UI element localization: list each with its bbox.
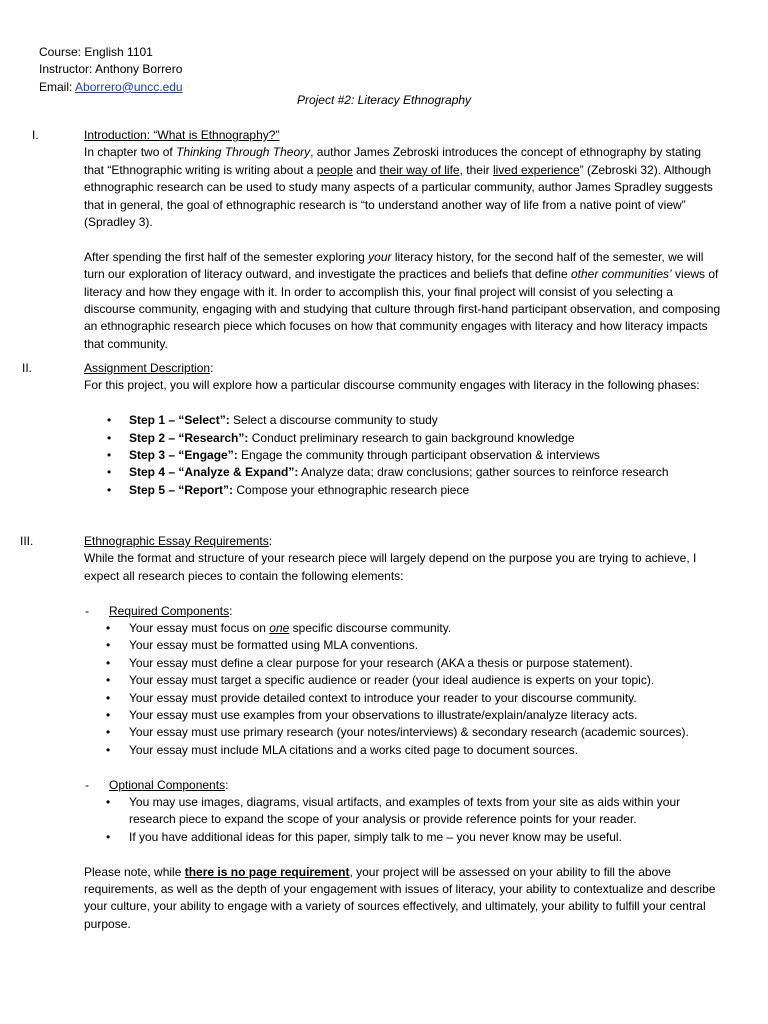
paragraph: In chapter two of Thinking Through Theory, author James Zebroski introduces the concept of ethnography by stating that “Ethnographic writing is writing about a people and their way of life, their lived experience” (Zebroski 32). Although ethnographic research can be used to study many aspects of a particular community, author James Spradley suggests that in general, the goal of ethnographic research is “to understand another way of life from a native point of view” (Spradley 3). [84,145,713,230]
optional-components-list [84,794,724,846]
steps-list [84,412,724,499]
list-item: • Your essay must use examples from your observations to illustrate/explain/analyze literacy acts. [84,707,724,724]
list-item: • Your essay must define a clear purpose for your research (AKA a thesis or purpose statement). [84,655,724,672]
course-line: Course: English 1101 [39,45,153,59]
closing-paragraph: Please note, while there is no page requirement, your project will be assessed on your ability to fill the above requirements, as well as the depth of your engagement with issues of literacy, your ability to contextualize and describe your culture, your ability to engage with a variety of sources effectively, and ultimately, your ability to fulfill your central purpose. [84,864,716,931]
list-item: • You may use images, diagrams, visual artifacts, and examples of texts from your site as aids within your research piece to expand the scope of your analysis or provide reference points for your reader. [84,794,724,829]
section-heading: Introduction: “What is Ethnography?” [84,128,280,142]
required-components-list [84,620,724,759]
list-item: • Your essay must target a specific audience or reader (your ideal audience is experts on your topic). [84,672,724,689]
optional-components-label: - Optional Components: [85,777,229,792]
section-numeral: III. [20,534,34,548]
list-item: • Step 2 – “Research”: Conduct preliminary research to gain background knowledge [84,430,724,447]
section-heading: Ethnographic Essay Requirements: [84,534,273,548]
paragraph: After spending the first half of the semester exploring your literacy history, for the second half of the semester, we will turn our exploration of literacy outward, and investigate the practices and beliefs that define other communities’ views of literacy and how they engage with it. In order to accomplish this, your final project will consist of you selecting a discourse community, engaging with and studying that culture through first-hand participant observation, and composing an ethnographic research piece which focuses on how that community engages with literacy and how literacy impacts that community. [84,249,721,351]
list-item: • Your essay must include MLA citations and a works cited page to document sources. [84,742,724,759]
list-item: • Your essay must provide detailed context to introduce your reader to your discourse community. [84,690,724,707]
list-item: • Step 1 – “Select”: Select a discourse community to study [84,412,724,429]
email-link[interactable]: Aborrero@uncc.edu [75,79,183,94]
section-body [84,533,724,933]
page-title: Project #2: Literacy Ethnography [296,93,472,107]
section-body [84,127,724,353]
list-item: • Your essay must be formatted using MLA conventions. [84,637,724,654]
paragraph: For this project, you will explore how a particular discourse community engages with literacy in the following phases: [84,378,700,393]
list-item: • If you have additional ideas for this paper, simply talk to me – you never know may be useful. [84,829,724,846]
section-numeral: I. [32,128,39,142]
required-components-label: - Required Components: [85,603,233,618]
list-item: • Your essay must use primary research (your notes/interviews) & secondary research (academic sources). [84,724,724,741]
list-item: • Step 3 – “Engage”: Engage the community through participant observation & interviews [84,447,724,464]
list-item: • Step 4 – “Analyze & Expand”: Analyze data; draw conclusions; gather sources to reinforce research [84,464,724,481]
instructor-line: Instructor: Anthony Borrero [39,62,183,77]
paragraph: While the format and structure of your research piece will largely depend on the purpose you are trying to achieve, I expect all research pieces to contain the following elements: [84,551,697,583]
list-item: • Step 5 – “Report”: Compose your ethnographic research piece [84,482,724,499]
section-numeral: II. [22,361,33,375]
section-body [84,360,724,499]
list-item: • Your essay must focus on one specific discourse community. [84,620,724,637]
course-header [39,44,183,96]
section-heading: Assignment Description: [84,361,214,375]
email-label: Email: [39,79,76,94]
